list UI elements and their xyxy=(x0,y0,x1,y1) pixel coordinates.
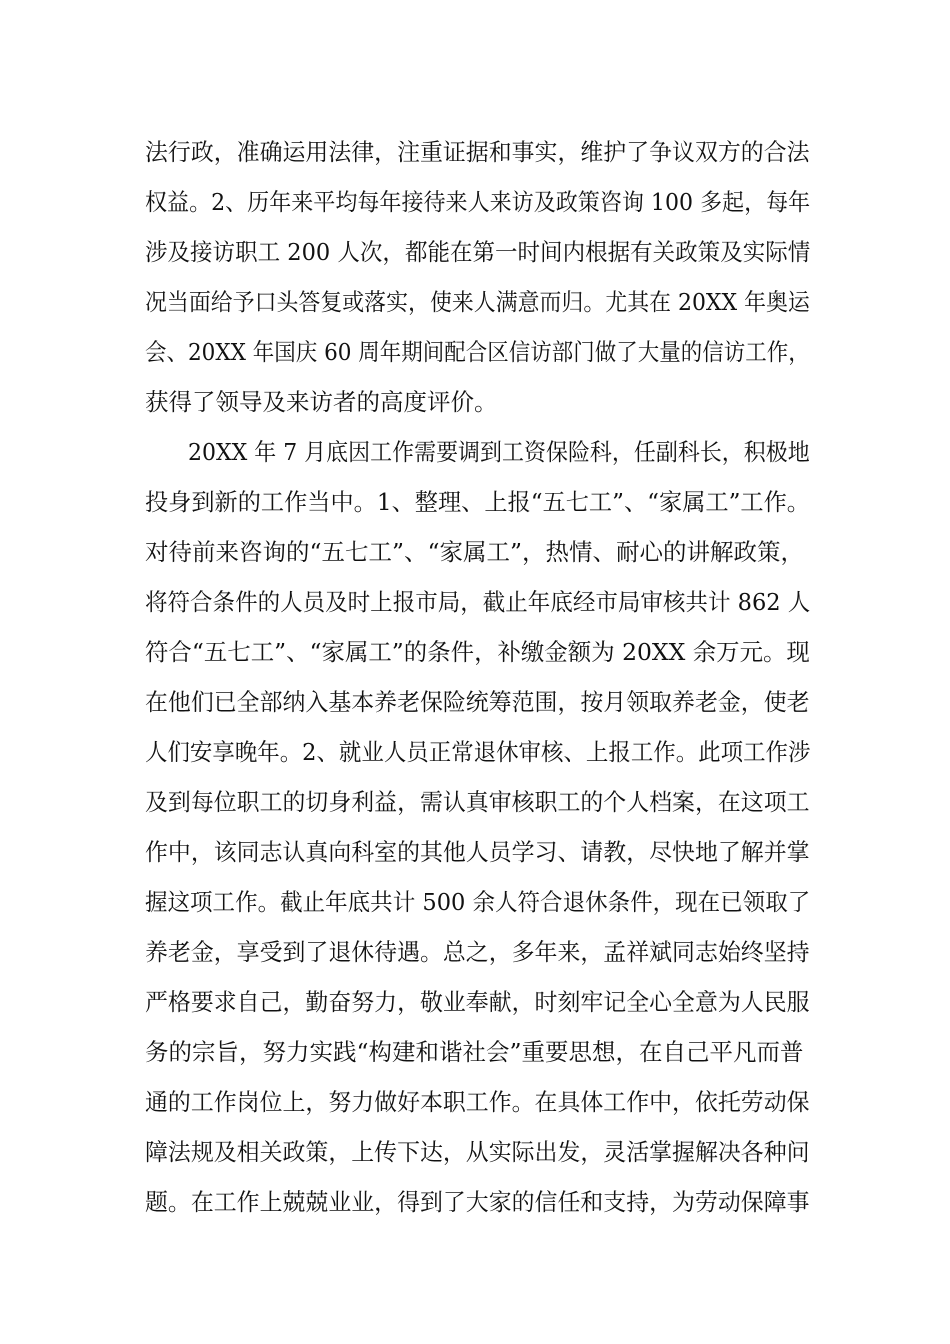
text-line: 通的工作岗位上，努力做好本职工作。在具体工作中，依托劳动保 xyxy=(145,1088,810,1116)
text-line: 将符合条件的人员及时上报市局，截止年底经市局审核共计 862 人 xyxy=(145,588,811,616)
text-line: 在他们已全部纳入基本养老保险统筹范围，按月领取养老金，使老 xyxy=(145,688,810,716)
text-line: 涉及接访职工 200 人次，都能在第一时间内根据有关政策及实际情 xyxy=(145,238,811,266)
text-line: 握这项工作。截止年底共计 500 余人符合退休条件，现在已领取了 xyxy=(145,888,811,916)
text-line: 会、20XX 年国庆 60 周年期间配合区信访部门做了大量的信访工作， xyxy=(145,338,810,366)
text-line: 严格要求自己，勤奋努力，敬业奉献，时刻牢记全心全意为人民服 xyxy=(145,988,810,1016)
text-line: 投身到新的工作当中。1、整理、上报“五七工”、“家属工”工作。 xyxy=(145,488,810,516)
text-line: 权益。2、历年来平均每年接待来人来访及政策咨询 100 多起，每年 xyxy=(145,188,811,216)
text-line: 障法规及相关政策，上传下达，从实际出发，灵活掌握解决各种问 xyxy=(145,1138,810,1166)
text-line: 人们安享晚年。2、就业人员正常退休审核、上报工作。此项工作涉 xyxy=(145,738,811,766)
paragraph-first-line: 20XX 年 7 月底因工作需要调到工资保险科，任副科长，积极地 xyxy=(188,438,810,466)
text-line: 获得了领导及来访者的高度评价。 xyxy=(145,388,498,416)
text-line: 作中，该同志认真向科室的其他人员学习、请教，尽快地了解并掌 xyxy=(145,838,810,866)
text-line: 符合“五七工”、“家属工”的条件，补缴金额为 20XX 余万元。现 xyxy=(145,638,810,666)
text-line: 务的宗旨，努力实践“构建和谐社会”重要思想，在自己平凡而普 xyxy=(145,1038,804,1066)
text-line: 及到每位职工的切身利益，需认真审核职工的个人档案，在这项工 xyxy=(145,788,810,816)
text-line: 题。在工作上兢兢业业，得到了大家的信任和支持，为劳动保障事 xyxy=(145,1188,810,1216)
text-line: 法行政，准确运用法律，注重证据和事实，维护了争议双方的合法 xyxy=(145,138,810,166)
text-line: 养老金，享受到了退休待遇。总之，多年来，孟祥斌同志始终坚持 xyxy=(145,938,810,966)
text-line: 对待前来咨询的“五七工”、“家属工”，热情、耐心的讲解政策， xyxy=(145,538,805,566)
text-line: 况当面给予口头答复或落实，使来人满意而归。尤其在 20XX 年奥运 xyxy=(145,288,810,316)
